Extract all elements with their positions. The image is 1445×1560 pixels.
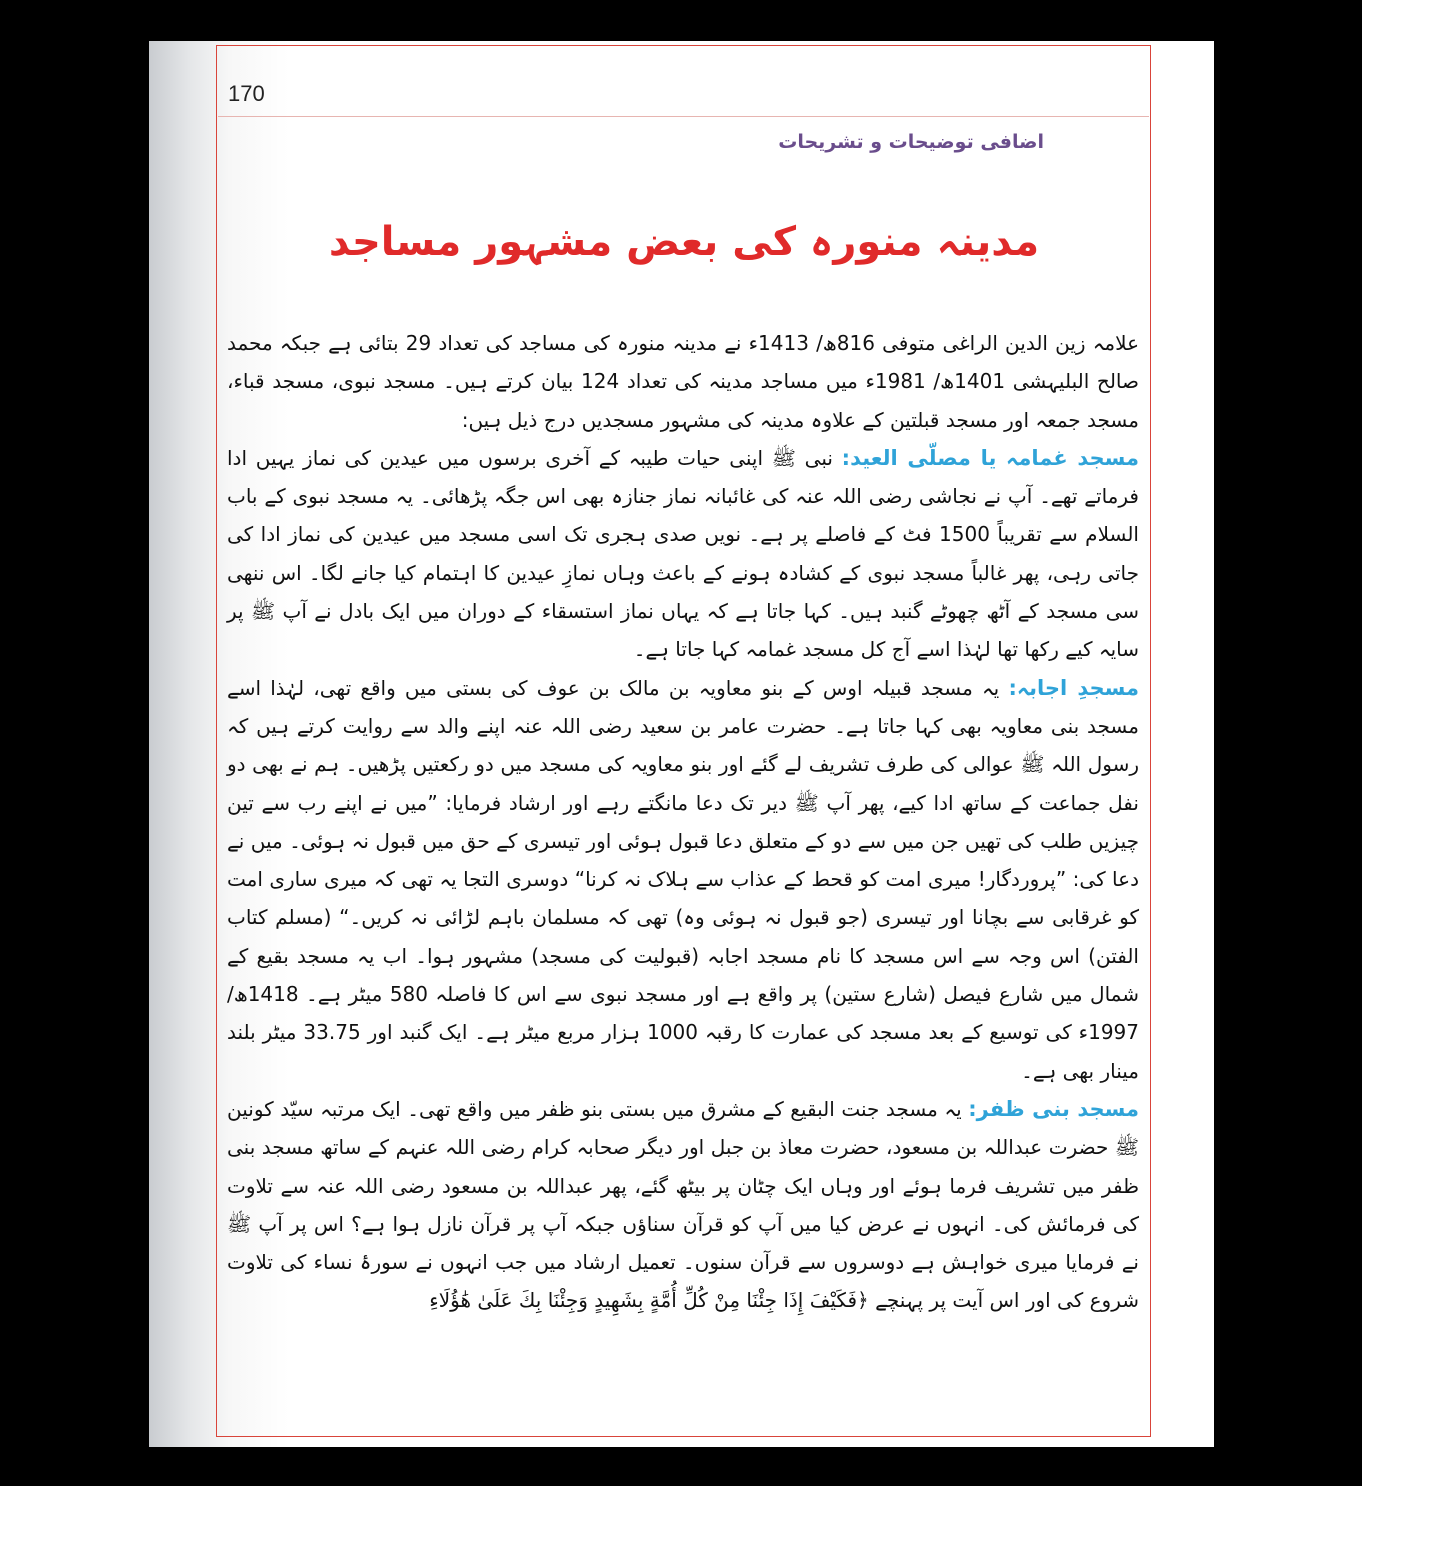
book-page — [149, 41, 1214, 1447]
page-title: مدینہ منورہ کی بعض مشہور مساجد — [328, 219, 1040, 265]
section-text: یہ مسجد قبیلہ اوس کے بنو معاویہ بن مالک بن عوف کی بستی میں واقع تھی، لہٰذا اسے مسجد بنی معاویہ بھی کہا جاتا ہے۔ حضرت عامر بن سعید رضی اللہ عنہ اپنے والد سے روایت کرتے ہیں کہ رسول اللہ ﷺ عوالی کی طرف تشریف لے گئے اور بنو معاویہ کی مسجد میں دو رکعتیں پڑھیں۔ ہم نے بھی دو نفل جماعت کے ساتھ ادا کیے، پھر آپ ﷺ دیر تک دعا مانگتے رہے اور ارشاد فرمایا: ”میں نے اپنے رب سے تین چیزیں طلب کی تھیں جن میں سے دو کے متعلق دعا قبول ہوئی اور تیسری کے حق میں قبول نہ ہوئی۔ میں نے دعا کی: ”پروردگار! میری امت کو قحط کے عذاب سے ہلاک نہ کرنا“ دوسری التجا یہ تھی کہ میری ساری امت کو غرقابی سے بچانا اور تیسری (جو قبول نہ ہوئی وہ) تھی کہ مسلمان باہم لڑائی نہ کریں۔“ (مسلم کتاب الفتن) اس وجہ سے اس مسجد کا نام مسجد اجابہ (قبولیت کی مسجد) مشہور ہوا۔ اب یہ مسجد بقیع کے شمال میں شارع فیصل (شارع ستین) پر واقع ہے اور مسجد نبوی سے اس کا فاصلہ 580 میٹر ہے۔ 1418ھ/ 1997ء کی توسیع کے بعد مسجد کی عمارت کا رقبہ 1000 ہزار مربع میٹر ہے۔ ایک گنبد اور 33.75 میٹر بلند مینار بھی ہے۔ — [227, 675, 1139, 1083]
section-header: اضافی توضیحات و تشریحات — [778, 131, 1044, 153]
body-text — [227, 324, 1139, 1320]
section-heading: مسجد غمامہ یا مصلّی العید: — [841, 445, 1139, 470]
section-paragraph — [227, 439, 1139, 669]
section-paragraph — [227, 1090, 1139, 1320]
section-text: نبی ﷺ اپنی حیات طیبہ کے آخری برسوں میں عیدین کی نماز یہیں ادا فرماتے تھے۔ آپ نے نجاشی رضی اللہ عنہ کی غائبانہ نماز جنازہ بھی اس جگہ پڑھائی۔ یہ مسجد نبوی کے باب السلام سے تقریباً 1500 فٹ کے فاصلے پر ہے۔ نویں صدی ہجری تک اسی مسجد میں عیدین کی نماز ادا کی جاتی رہی، پھر غالباً مسجد نبوی کے کشادہ ہونے کے باعث وہاں نمازِ عیدین کا اہتمام کیا جانے لگا۔ اس ننھی سی مسجد کے آٹھ چھوٹے گنبد ہیں۔ کہا جاتا ہے کہ یہاں نماز استسقاء کے دوران میں ایک بادل نے آپ ﷺ پر سایہ کیے رکھا تھا لہٰذا اسے آج کل مسجد غمامہ کہا جاتا ہے۔ — [227, 445, 1139, 662]
section-heading: مسجدِ اجابہ: — [1008, 675, 1140, 700]
section-text: یہ مسجد جنت البقیع کے مشرق میں بستی بنو ظفر میں واقع تھی۔ ایک مرتبہ سیّد کونین ﷺ حضرت عبداللہ بن مسعود، حضرت معاذ بن جبل اور دیگر صحابہ کرام رضی اللہ عنہم کے ساتھ مسجد بنی ظفر میں تشریف فرما ہوئے اور وہاں ایک چٹان پر بیٹھ گئے، پھر عبداللہ بن مسعود رضی اللہ عنہ سے تلاوت کی فرمائش کی۔ انہوں نے عرض کیا میں آپ کو قرآن سناؤں جبکہ آپ پر قرآن نازل ہوا ہے؟ اس پر آپ ﷺ نے فرمایا میری خواہش ہے دوسروں سے قرآن سنوں۔ تعمیل ارشاد میں جب انہوں نے سورۂ نساء کی تلاوت شروع کی اور اس آیت پر پہنچے ﴿فَكَيْفَ إِذَا جِئْنَا مِنْ كُلِّ أُمَّةٍ بِشَهِيدٍ وَجِئْنَا بِكَ عَلَىٰ هَٰؤُلَاءِ — [227, 1096, 1139, 1313]
intro-paragraph: علامہ زین الدین الراغی متوفی 816ھ/ 1413ء نے مدینہ منورہ کی مساجد کی تعداد 29 بتائی ہے جبکہ محمد صالح البلیہشی 1401ھ/ 1981ء میں مساجد مدینہ کی تعداد 124 بیان کرتے ہیں۔ مسجد نبوی، مسجد قباء، مسجد جمعہ اور مسجد قبلتین کے علاوہ مدینہ کی مشہور مسجدیں درج ذیل ہیں: — [227, 331, 1140, 432]
page-number: 170 — [228, 81, 265, 106]
section-paragraph — [227, 669, 1139, 1090]
section-heading: مسجد بنی ظفر: — [968, 1096, 1139, 1121]
header-rule — [218, 116, 1149, 117]
